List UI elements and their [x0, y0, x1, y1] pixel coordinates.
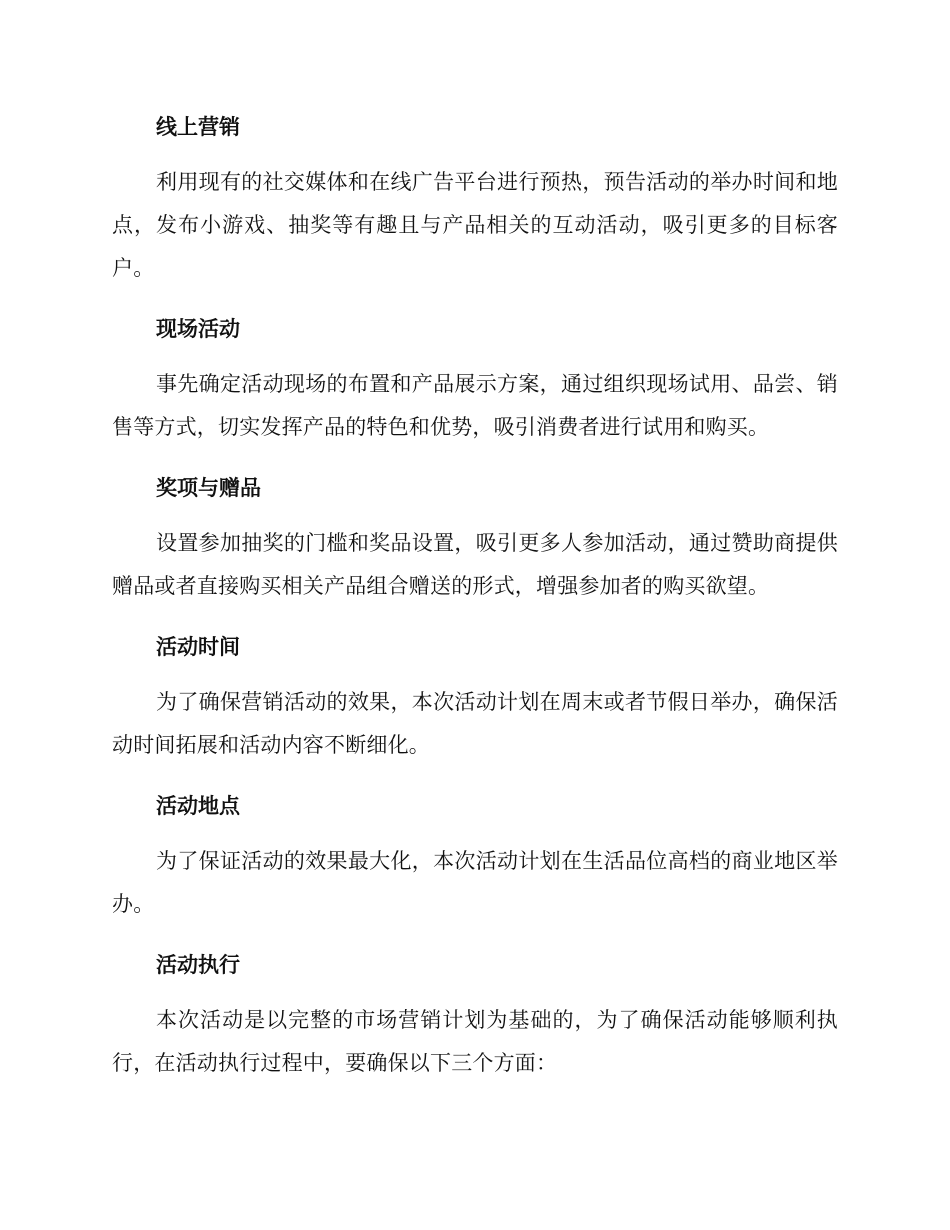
section-heading: 奖项与赠品 — [156, 476, 261, 500]
section-heading: 活动时间 — [156, 635, 240, 659]
section-paragraph: 设置参加抽奖的门槛和奖品设置，吸引更多人参加活动，通过赞助商提供赠品或者直接购买相关产品组合赠送的形式，增强参加者的购买欲望。 — [112, 531, 838, 598]
section-heading: 现场活动 — [156, 317, 240, 341]
section-activity-time — [112, 628, 838, 767]
section-heading: 线上营销 — [156, 115, 240, 139]
section-onsite-activity — [112, 310, 838, 449]
section-activity-execution — [112, 946, 838, 1085]
section-heading: 活动地点 — [156, 794, 240, 818]
section-paragraph: 为了确保营销活动的效果，本次活动计划在周末或者节假日举办，确保活动时间拓展和活动内容不断细化。 — [112, 690, 838, 757]
section-prizes-gifts — [112, 469, 838, 608]
section-heading: 活动执行 — [156, 953, 240, 977]
section-online-marketing — [112, 108, 838, 290]
section-paragraph: 为了保证活动的效果最大化，本次活动计划在生活品位高档的商业地区举办。 — [112, 849, 838, 916]
section-paragraph: 本次活动是以完整的市场营销计划为基础的，为了确保活动能够顺利执行，在活动执行过程中，要确保以下三个方面： — [112, 1008, 838, 1075]
section-paragraph: 事先确定活动现场的布置和产品展示方案，通过组织现场试用、品尝、销售等方式，切实发挥产品的特色和优势，吸引消费者进行试用和购买。 — [112, 372, 838, 439]
section-paragraph: 利用现有的社交媒体和在线广告平台进行预热，预告活动的举办时间和地点，发布小游戏、抽奖等有趣且与产品相关的互动活动，吸引更多的目标客户。 — [112, 170, 838, 280]
section-activity-location — [112, 787, 838, 926]
